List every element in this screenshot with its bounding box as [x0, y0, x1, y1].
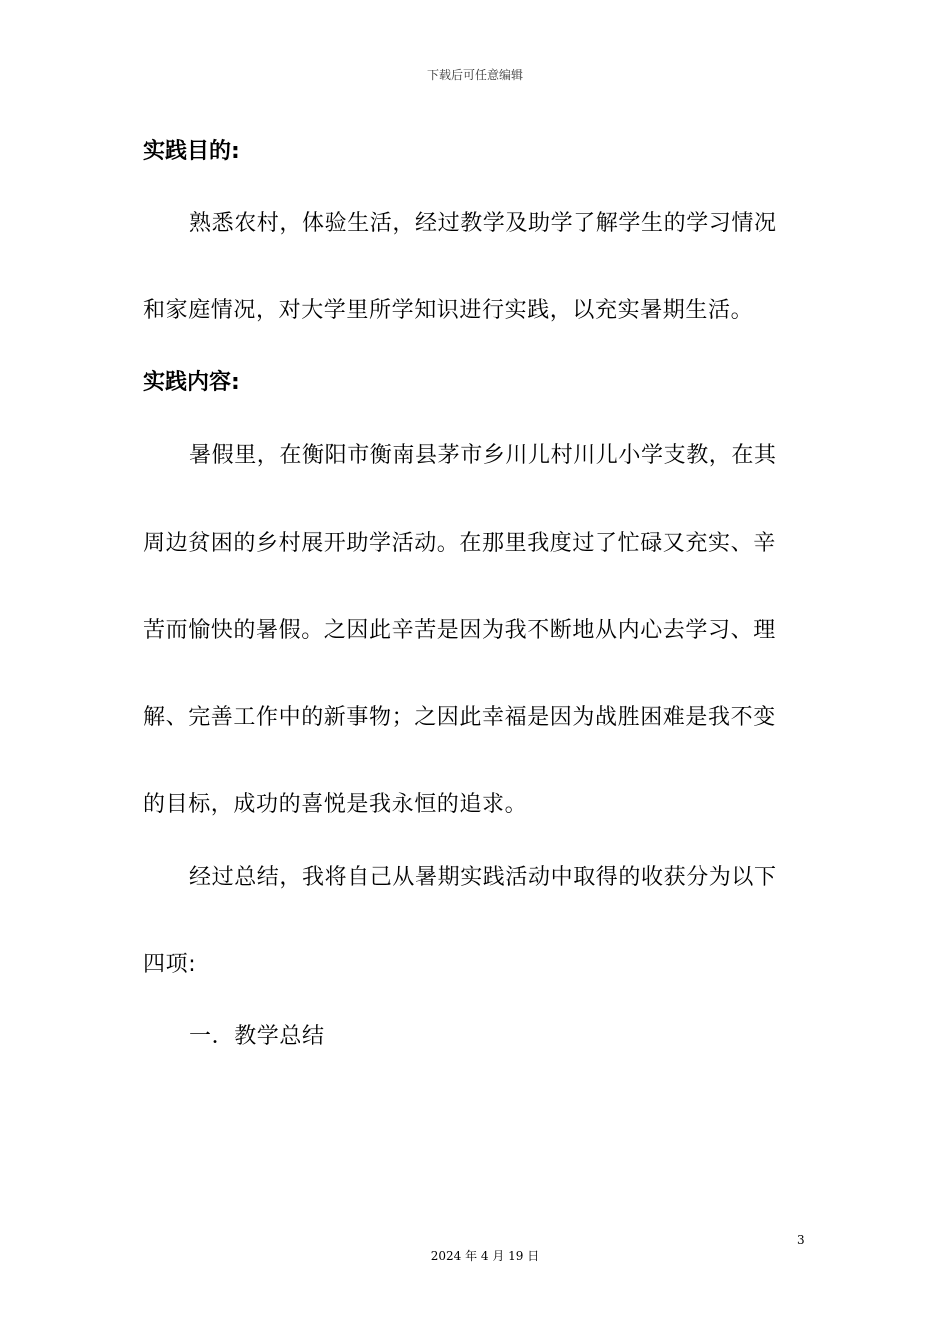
summary-paragraph-line: 经过总结，我将自己从暑期实践活动中取得的收获分为以下	[189, 865, 777, 890]
purpose-paragraph-line: 熟悉农村，体验生活，经过教学及助学了解学生的学习情况	[189, 211, 777, 236]
purpose-paragraph-line: 和家庭情况，对大学里所学知识进行实践，以充实暑期生活。	[143, 298, 754, 323]
content-paragraph-line: 解、完善工作中的新事物；之因此幸福是因为战胜困难是我不变	[143, 705, 776, 730]
page-number: 3	[797, 1233, 805, 1247]
purpose-heading: 实践目的:	[143, 139, 240, 164]
summary-paragraph-line: 四项:	[143, 952, 197, 977]
content-heading: 实践内容:	[143, 370, 240, 395]
content-paragraph-line: 苦而愉快的暑假。之因此辛苦是因为我不断地从内心去学习、理	[143, 618, 776, 643]
content-paragraph-line: 周边贫困的乡村展开助学活动。在那里我度过了忙碌又充实、辛	[143, 531, 776, 556]
content-paragraph-line: 的目标，成功的喜悦是我永恒的追求。	[143, 792, 528, 817]
footer-date: 2024 年 4 月 19 日	[430, 1249, 540, 1263]
content-paragraph-line: 暑假里，在衡阳市衡南县茅市乡川儿村川儿小学支教，在其	[189, 443, 777, 468]
section-item-teaching-summary: 一．教学总结	[189, 1024, 325, 1049]
page-header: 下载后可任意编辑	[426, 68, 523, 82]
